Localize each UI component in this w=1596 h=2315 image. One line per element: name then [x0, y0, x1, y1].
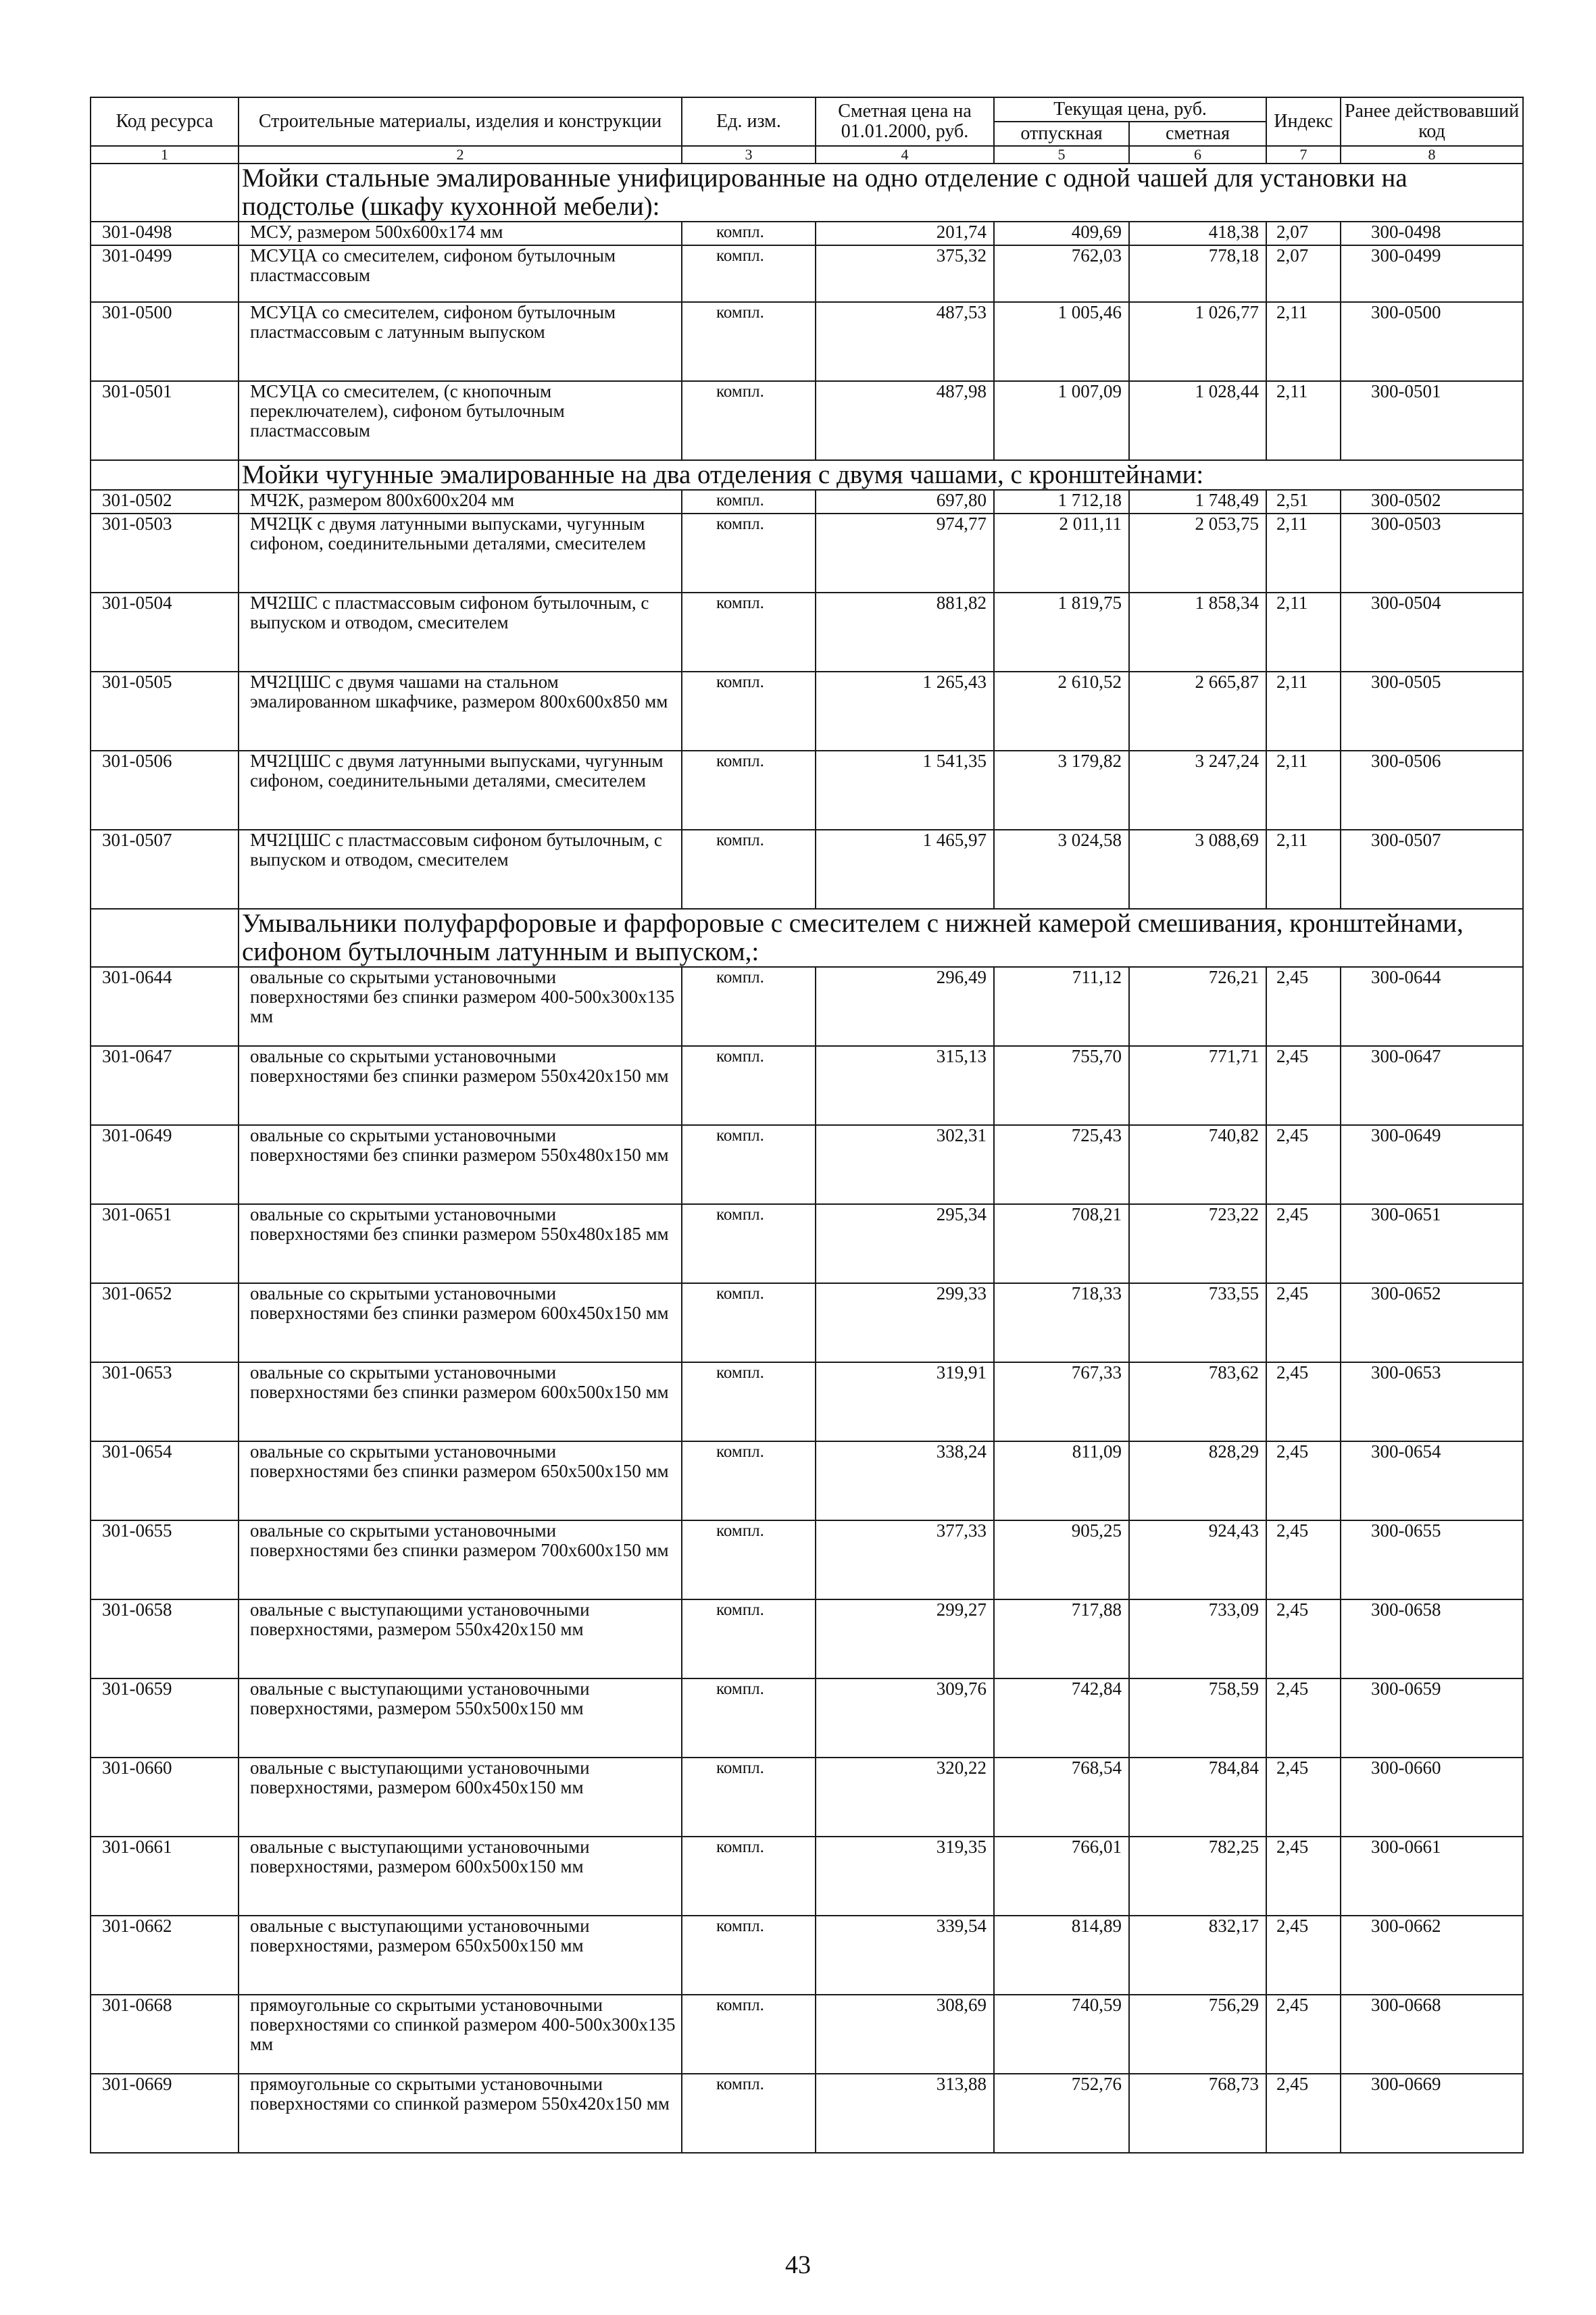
- row-unit: компл.: [682, 245, 816, 302]
- row-name: овальные со скрытыми установочными поверхностями без спинки размером 550x480x185 мм: [239, 1204, 682, 1283]
- row-index: 2,07: [1266, 222, 1341, 245]
- row-index: 2,45: [1266, 2074, 1341, 2153]
- row-unit: компл.: [682, 1362, 816, 1441]
- table-row: [91, 514, 1523, 593]
- row-index: 2,45: [1266, 1204, 1341, 1283]
- row-unit: компл.: [682, 967, 816, 1046]
- row-prev-code: 300-0647: [1341, 1046, 1523, 1125]
- header-name: Строительные материалы, изделия и конструкции: [239, 97, 682, 146]
- row-code: 301-0498: [91, 222, 239, 245]
- row-code: 301-0502: [91, 490, 239, 514]
- row-name: овальные с выступающими установочными поверхностями, размером 550x500x150 мм: [239, 1678, 682, 1758]
- table-row: [91, 2074, 1523, 2153]
- column-number: 1: [91, 146, 239, 164]
- row-base-price: 974,77: [816, 514, 994, 593]
- section-code-cell: [91, 164, 239, 222]
- row-release-price: 752,76: [994, 2074, 1129, 2153]
- row-estimate-price: 723,22: [1129, 1204, 1266, 1283]
- row-estimate-price: 924,43: [1129, 1520, 1266, 1599]
- row-prev-code: 300-0498: [1341, 222, 1523, 245]
- header-base-price: Сметная цена на 01.01.2000, руб.: [816, 97, 994, 146]
- row-index: 2,45: [1266, 1837, 1341, 1916]
- row-name: овальные со скрытыми установочными поверхностями без спинки размером 650x500x150 мм: [239, 1441, 682, 1520]
- row-base-price: 319,35: [816, 1837, 994, 1916]
- row-index: 2,45: [1266, 1599, 1341, 1678]
- table-row: [91, 1204, 1523, 1283]
- row-base-price: 1 265,43: [816, 672, 994, 751]
- row-code: 301-0668: [91, 1995, 239, 2074]
- row-release-price: 1 005,46: [994, 302, 1129, 381]
- row-index: 2,45: [1266, 1916, 1341, 1995]
- table-row: [91, 1995, 1523, 2074]
- row-name: МЧ2ЦШС с пластмассовым сифоном бутылочным, с выпуском и отводом, смесителем: [239, 830, 682, 909]
- row-code: 301-0503: [91, 514, 239, 593]
- row-code: 301-0654: [91, 1441, 239, 1520]
- row-base-price: 201,74: [816, 222, 994, 245]
- row-unit: компл.: [682, 1758, 816, 1837]
- row-code: 301-0506: [91, 751, 239, 830]
- table-header: [91, 97, 1523, 164]
- row-base-price: 338,24: [816, 1441, 994, 1520]
- row-prev-code: 300-0655: [1341, 1520, 1523, 1599]
- column-number: 2: [239, 146, 682, 164]
- row-prev-code: 300-0661: [1341, 1837, 1523, 1916]
- section-title: Мойки чугунные эмалированные на два отделения с двумя чашами, с кронштейнами:: [239, 460, 1523, 490]
- section-code-cell: [91, 460, 239, 490]
- row-base-price: 315,13: [816, 1046, 994, 1125]
- table-row: [91, 222, 1523, 245]
- table-row: [91, 1837, 1523, 1916]
- row-release-price: 725,43: [994, 1125, 1129, 1204]
- row-release-price: 711,12: [994, 967, 1129, 1046]
- row-prev-code: 300-0659: [1341, 1678, 1523, 1758]
- row-code: 301-0660: [91, 1758, 239, 1837]
- table-row: [91, 1283, 1523, 1362]
- row-release-price: 1 007,09: [994, 381, 1129, 460]
- row-base-price: 697,80: [816, 490, 994, 514]
- row-base-price: 881,82: [816, 593, 994, 672]
- column-number: 7: [1266, 146, 1341, 164]
- price-table: [90, 97, 1524, 2154]
- row-release-price: 740,59: [994, 1995, 1129, 2074]
- row-release-price: 717,88: [994, 1599, 1129, 1678]
- row-base-price: 320,22: [816, 1758, 994, 1837]
- row-unit: компл.: [682, 1995, 816, 2074]
- row-base-price: 487,53: [816, 302, 994, 381]
- row-index: 2,45: [1266, 1758, 1341, 1837]
- row-unit: компл.: [682, 514, 816, 593]
- table-row: [91, 1520, 1523, 1599]
- row-name: овальные с выступающими установочными поверхностями, размером 600x500x150 мм: [239, 1837, 682, 1916]
- row-estimate-price: 756,29: [1129, 1995, 1266, 2074]
- table-row: [91, 245, 1523, 302]
- row-prev-code: 300-0662: [1341, 1916, 1523, 1995]
- header-index: Индекс: [1266, 97, 1341, 146]
- row-unit: компл.: [682, 1046, 816, 1125]
- row-index: 2,45: [1266, 1283, 1341, 1362]
- row-code: 301-0644: [91, 967, 239, 1046]
- row-unit: компл.: [682, 222, 816, 245]
- row-estimate-price: 768,73: [1129, 2074, 1266, 2153]
- table-row: [91, 1125, 1523, 1204]
- row-estimate-price: 783,62: [1129, 1362, 1266, 1441]
- section-header-row: [91, 460, 1523, 490]
- row-index: 2,11: [1266, 672, 1341, 751]
- table-body: [91, 164, 1523, 2153]
- row-prev-code: 300-0653: [1341, 1362, 1523, 1441]
- column-number: 3: [682, 146, 816, 164]
- row-index: 2,11: [1266, 751, 1341, 830]
- table-row: [91, 1916, 1523, 1995]
- row-release-price: 905,25: [994, 1520, 1129, 1599]
- row-prev-code: 300-0644: [1341, 967, 1523, 1046]
- row-code: 301-0499: [91, 245, 239, 302]
- row-base-price: 299,27: [816, 1599, 994, 1678]
- row-release-price: 3 024,58: [994, 830, 1129, 909]
- row-code: 301-0662: [91, 1916, 239, 1995]
- row-prev-code: 300-0651: [1341, 1204, 1523, 1283]
- row-estimate-price: 1 858,34: [1129, 593, 1266, 672]
- row-release-price: 708,21: [994, 1204, 1129, 1283]
- row-code: 301-0501: [91, 381, 239, 460]
- row-base-price: 339,54: [816, 1916, 994, 1995]
- row-base-price: 377,33: [816, 1520, 994, 1599]
- row-release-price: 742,84: [994, 1678, 1129, 1758]
- row-estimate-price: 2 053,75: [1129, 514, 1266, 593]
- row-name: МСУ, размером 500x600x174 мм: [239, 222, 682, 245]
- row-index: 2,11: [1266, 381, 1341, 460]
- row-name: прямоугольные со скрытыми установочными поверхностями со спинкой размером 550x420x150 мм: [239, 2074, 682, 2153]
- row-estimate-price: 832,17: [1129, 1916, 1266, 1995]
- column-number: 8: [1341, 146, 1523, 164]
- row-estimate-price: 1 748,49: [1129, 490, 1266, 514]
- table-row: [91, 381, 1523, 460]
- row-estimate-price: 778,18: [1129, 245, 1266, 302]
- row-code: 301-0661: [91, 1837, 239, 1916]
- row-name: МЧ2ЦШС с двумя латунными выпусками, чугунным сифоном, соединительными деталями, смесителем: [239, 751, 682, 830]
- row-estimate-price: 771,71: [1129, 1046, 1266, 1125]
- row-prev-code: 300-0507: [1341, 830, 1523, 909]
- row-code: 301-0651: [91, 1204, 239, 1283]
- row-estimate-price: 418,38: [1129, 222, 1266, 245]
- table-row: [91, 490, 1523, 514]
- row-base-price: 295,34: [816, 1204, 994, 1283]
- row-name: МСУЦА со смесителем, сифоном бутылочным пластмассовым с латунным выпуском: [239, 302, 682, 381]
- row-estimate-price: 828,29: [1129, 1441, 1266, 1520]
- row-unit: компл.: [682, 593, 816, 672]
- row-estimate-price: 726,21: [1129, 967, 1266, 1046]
- row-code: 301-0669: [91, 2074, 239, 2153]
- header-estimate-price: сметная: [1129, 122, 1266, 146]
- row-release-price: 2 011,11: [994, 514, 1129, 593]
- row-index: 2,11: [1266, 514, 1341, 593]
- row-prev-code: 300-0499: [1341, 245, 1523, 302]
- row-name: МЧ2ЦШС с двумя чашами на стальном эмалированном шкафчике, размером 800x600x850 мм: [239, 672, 682, 751]
- row-index: 2,45: [1266, 1995, 1341, 2074]
- row-release-price: 814,89: [994, 1916, 1129, 1995]
- row-index: 2,11: [1266, 302, 1341, 381]
- row-unit: компл.: [682, 1283, 816, 1362]
- row-unit: компл.: [682, 1678, 816, 1758]
- table-row: [91, 1599, 1523, 1678]
- row-release-price: 718,33: [994, 1283, 1129, 1362]
- row-prev-code: 300-0505: [1341, 672, 1523, 751]
- row-unit: компл.: [682, 1916, 816, 1995]
- row-base-price: 1 465,97: [816, 830, 994, 909]
- column-number: 4: [816, 146, 994, 164]
- row-code: 301-0652: [91, 1283, 239, 1362]
- row-name: овальные со скрытыми установочными поверхностями без спинки размером 700x600x150 мм: [239, 1520, 682, 1599]
- row-index: 2,45: [1266, 1678, 1341, 1758]
- row-index: 2,45: [1266, 967, 1341, 1046]
- section-title: Умывальники полуфарфоровые и фарфоровые с смесителем с нижней камерой смешивания, кронштейнами, сифоном бутылочным латунным и выпуском,:: [239, 909, 1523, 967]
- row-index: 2,45: [1266, 1046, 1341, 1125]
- row-estimate-price: 3 247,24: [1129, 751, 1266, 830]
- row-name: МСУЦА со смесителем, (с кнопочным переключателем), сифоном бутылочным пластмассовым: [239, 381, 682, 460]
- row-code: 301-0655: [91, 1520, 239, 1599]
- table-row: [91, 967, 1523, 1046]
- row-base-price: 309,76: [816, 1678, 994, 1758]
- table-row: [91, 1362, 1523, 1441]
- row-release-price: 409,69: [994, 222, 1129, 245]
- row-prev-code: 300-0504: [1341, 593, 1523, 672]
- row-base-price: 308,69: [816, 1995, 994, 2074]
- row-code: 301-0659: [91, 1678, 239, 1758]
- row-index: 2,45: [1266, 1441, 1341, 1520]
- table-row: [91, 1441, 1523, 1520]
- row-base-price: 1 541,35: [816, 751, 994, 830]
- row-estimate-price: 3 088,69: [1129, 830, 1266, 909]
- row-name: МСУЦА со смесителем, сифоном бутылочным пластмассовым: [239, 245, 682, 302]
- row-name: овальные со скрытыми установочными поверхностями без спинки размером 600x500x150 мм: [239, 1362, 682, 1441]
- row-code: 301-0647: [91, 1046, 239, 1125]
- row-release-price: 766,01: [994, 1837, 1129, 1916]
- row-estimate-price: 758,59: [1129, 1678, 1266, 1758]
- row-release-price: 767,33: [994, 1362, 1129, 1441]
- row-code: 301-0504: [91, 593, 239, 672]
- row-code: 301-0505: [91, 672, 239, 751]
- row-release-price: 1 819,75: [994, 593, 1129, 672]
- table-row: [91, 1678, 1523, 1758]
- row-release-price: 3 179,82: [994, 751, 1129, 830]
- row-code: 301-0653: [91, 1362, 239, 1441]
- row-code: 301-0500: [91, 302, 239, 381]
- table-row: [91, 751, 1523, 830]
- row-index: 2,07: [1266, 245, 1341, 302]
- row-unit: компл.: [682, 1520, 816, 1599]
- row-release-price: 762,03: [994, 245, 1129, 302]
- row-estimate-price: 784,84: [1129, 1758, 1266, 1837]
- row-unit: компл.: [682, 1837, 816, 1916]
- section-header-row: [91, 164, 1523, 222]
- section-header-row: [91, 909, 1523, 967]
- row-base-price: 299,33: [816, 1283, 994, 1362]
- row-unit: компл.: [682, 1204, 816, 1283]
- row-prev-code: 300-0669: [1341, 2074, 1523, 2153]
- row-code: 301-0649: [91, 1125, 239, 1204]
- row-estimate-price: 1 026,77: [1129, 302, 1266, 381]
- table-row: [91, 302, 1523, 381]
- row-index: 2,45: [1266, 1520, 1341, 1599]
- row-name: овальные со скрытыми установочными поверхностями без спинки размером 400-500x300x135 мм: [239, 967, 682, 1046]
- header-prev-code: Ранее действовавший код: [1341, 97, 1523, 146]
- row-prev-code: 300-0649: [1341, 1125, 1523, 1204]
- table-row: [91, 1758, 1523, 1837]
- row-release-price: 768,54: [994, 1758, 1129, 1837]
- row-unit: компл.: [682, 381, 816, 460]
- row-prev-code: 300-0502: [1341, 490, 1523, 514]
- row-base-price: 375,32: [816, 245, 994, 302]
- table-row: [91, 672, 1523, 751]
- header-current-price: Текущая цена, руб.: [994, 97, 1266, 122]
- row-index: 2,11: [1266, 830, 1341, 909]
- row-unit: компл.: [682, 1441, 816, 1520]
- row-index: 2,45: [1266, 1362, 1341, 1441]
- row-prev-code: 300-0660: [1341, 1758, 1523, 1837]
- row-release-price: 1 712,18: [994, 490, 1129, 514]
- row-name: овальные со скрытыми установочными поверхностями без спинки размером 600x450x150 мм: [239, 1283, 682, 1362]
- row-prev-code: 300-0654: [1341, 1441, 1523, 1520]
- row-name: МЧ2ШС с пластмассовым сифоном бутылочным, с выпуском и отводом, смесителем: [239, 593, 682, 672]
- row-unit: компл.: [682, 1599, 816, 1678]
- row-estimate-price: 2 665,87: [1129, 672, 1266, 751]
- row-index: 2,45: [1266, 1125, 1341, 1204]
- row-prev-code: 300-0658: [1341, 1599, 1523, 1678]
- row-code: 301-0658: [91, 1599, 239, 1678]
- row-index: 2,51: [1266, 490, 1341, 514]
- row-estimate-price: 782,25: [1129, 1837, 1266, 1916]
- column-numbers-row: [91, 146, 1523, 164]
- row-base-price: 296,49: [816, 967, 994, 1046]
- row-prev-code: 300-0503: [1341, 514, 1523, 593]
- row-base-price: 487,98: [816, 381, 994, 460]
- row-estimate-price: 733,55: [1129, 1283, 1266, 1362]
- row-unit: компл.: [682, 490, 816, 514]
- row-unit: компл.: [682, 751, 816, 830]
- table-row: [91, 1046, 1523, 1125]
- row-release-price: 755,70: [994, 1046, 1129, 1125]
- row-code: 301-0507: [91, 830, 239, 909]
- row-prev-code: 300-0668: [1341, 1995, 1523, 2074]
- row-estimate-price: 1 028,44: [1129, 381, 1266, 460]
- row-name: МЧ2К, размером 800x600x204 мм: [239, 490, 682, 514]
- row-name: овальные со скрытыми установочными поверхностями без спинки размером 550x420x150 мм: [239, 1046, 682, 1125]
- row-unit: компл.: [682, 2074, 816, 2153]
- page-number: 43: [785, 2251, 811, 2279]
- row-name: прямоугольные со скрытыми установочными поверхностями со спинкой размером 400-500x300x135 мм: [239, 1995, 682, 2074]
- row-prev-code: 300-0506: [1341, 751, 1523, 830]
- row-name: овальные с выступающими установочными поверхностями, размером 650x500x150 мм: [239, 1916, 682, 1995]
- section-code-cell: [91, 909, 239, 967]
- section-title: Мойки стальные эмалированные унифицированные на одно отделение с одной чашей для установки на подстолье (шкафу кухонной мебели):: [239, 164, 1523, 222]
- row-prev-code: 300-0652: [1341, 1283, 1523, 1362]
- row-base-price: 319,91: [816, 1362, 994, 1441]
- row-name: МЧ2ЦК с двумя латунными выпусками, чугунным сифоном, соединительными деталями, смесителем: [239, 514, 682, 593]
- row-unit: компл.: [682, 672, 816, 751]
- row-release-price: 811,09: [994, 1441, 1129, 1520]
- row-name: овальные со скрытыми установочными поверхностями без спинки размером 550x480x150 мм: [239, 1125, 682, 1204]
- row-index: 2,11: [1266, 593, 1341, 672]
- row-unit: компл.: [682, 830, 816, 909]
- table-row: [91, 830, 1523, 909]
- row-name: овальные с выступающими установочными поверхностями, размером 600x450x150 мм: [239, 1758, 682, 1837]
- header-code: Код ресурса: [91, 97, 239, 146]
- row-release-price: 2 610,52: [994, 672, 1129, 751]
- column-number: 5: [994, 146, 1129, 164]
- row-prev-code: 300-0501: [1341, 381, 1523, 460]
- row-estimate-price: 740,82: [1129, 1125, 1266, 1204]
- header-release-price: отпускная: [994, 122, 1129, 146]
- row-base-price: 313,88: [816, 2074, 994, 2153]
- header-unit: Ед. изм.: [682, 97, 816, 146]
- row-prev-code: 300-0500: [1341, 302, 1523, 381]
- row-estimate-price: 733,09: [1129, 1599, 1266, 1678]
- row-name: овальные с выступающими установочными поверхностями, размером 550x420x150 мм: [239, 1599, 682, 1678]
- row-unit: компл.: [682, 302, 816, 381]
- row-base-price: 302,31: [816, 1125, 994, 1204]
- column-number: 6: [1129, 146, 1266, 164]
- table-row: [91, 593, 1523, 672]
- row-unit: компл.: [682, 1125, 816, 1204]
